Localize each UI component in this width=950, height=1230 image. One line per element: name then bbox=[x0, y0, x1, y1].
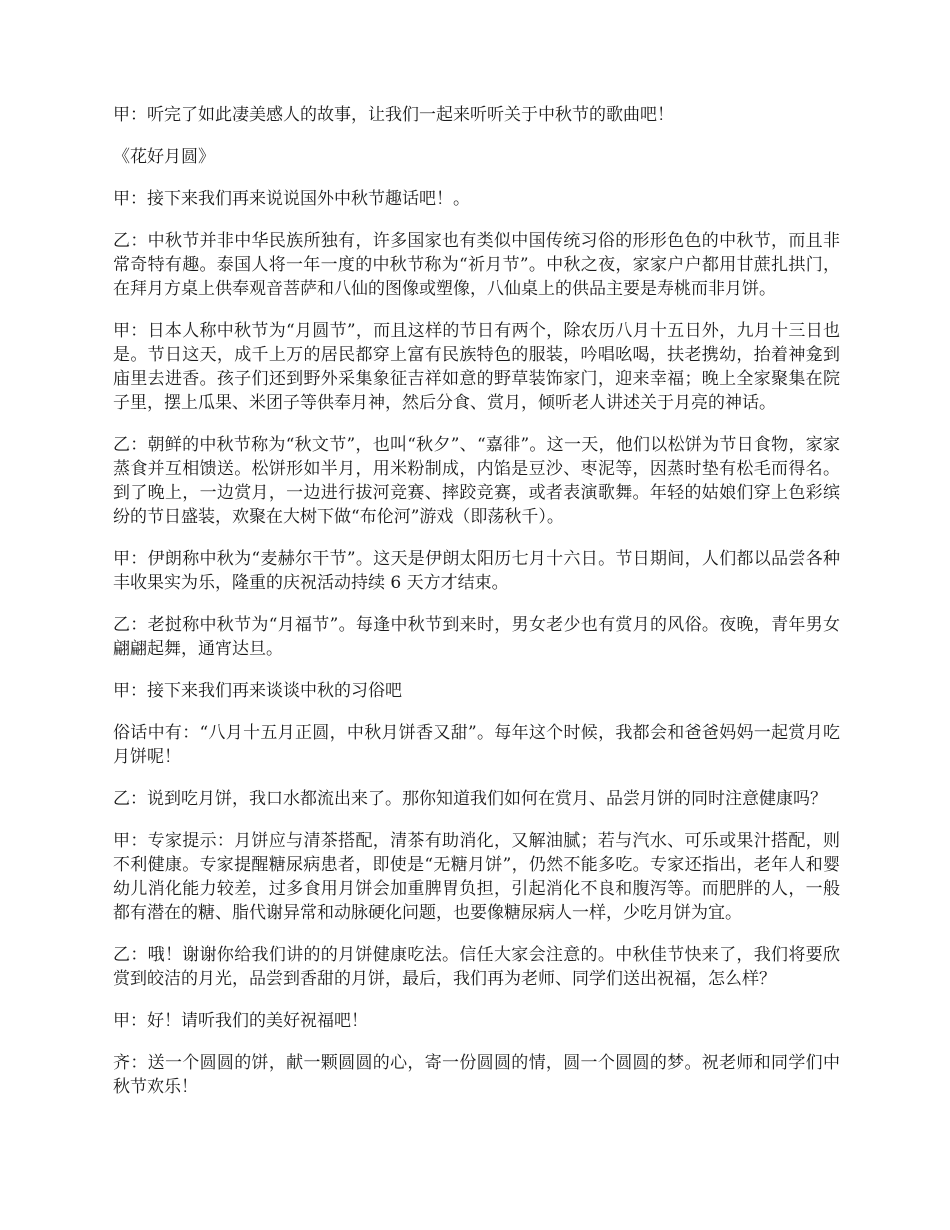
paragraph: 俗话中有：“八月十五月正圆，中秋月饼香又甜”。每年这个时候，我都会和爸爸妈妈一起赏月吃月饼呢！ bbox=[113, 723, 840, 767]
paragraph: 乙：哦！谢谢你给我们讲的的月饼健康吃法。信任大家会注意的。中秋佳节快来了，我们将要欣赏到皎洁的月光，品尝到香甜的月饼，最后，我们再为老师、同学们送出祝福，怎么样？ bbox=[113, 945, 840, 989]
paragraph: 甲：接下来我们再来说说国外中秋节趣话吧！。 bbox=[113, 189, 470, 209]
paragraph: 乙：朝鲜的中秋节称为“秋文节”，也叫“秋夕”、“嘉徘”。这一天，他们以松饼为节日食物，家家蒸食并互相馈送。松饼形如半月，用米粉制成，内馅是豆沙、枣泥等，因蒸时垫有松毛而得名。到了晚上，一边赏月，一边进行拔河竞赛、摔跤竞赛，或者表演歌舞。年轻的姑娘们穿上色彩缤纷的节日盛装，欢聚在大树下做“布伦河”游戏（即荡秋千）。 bbox=[113, 435, 840, 527]
paragraph: 乙：说到吃月饼，我口水都流出来了。那你知道我们如何在赏月、品尝月饼的同时注意健康吗？ bbox=[113, 789, 827, 809]
paragraph: 乙：中秋节并非中华民族所独有，许多国家也有类似中国传统习俗的形形色色的中秋节，而且非常奇特有趣。泰国人将一年一度的中秋节称为“祈月节”。中秋之夜，家家户户都用甘蔗扎拱门，在拜月方桌上供奉观音菩萨和八仙的图像或塑像，八仙桌上的供品主要是寿桃而非月饼。 bbox=[113, 231, 840, 299]
paragraph: 乙：老挝称中秋节为“月福节”。每逢中秋节到来时，男女老少也有赏月的风俗。夜晚，青年男女翩翩起舞，通宵达旦。 bbox=[113, 615, 840, 659]
paragraph: 甲：伊朗称中秋为“麦赫尔干节”。这天是伊朗太阳历七月十六日。节日期间，人们都以品尝各种丰收果实为乐，隆重的庆祝活动持续 6 天方才结束。 bbox=[113, 549, 840, 593]
paragraph: 齐：送一个圆圆的饼，献一颗圆圆的心，寄一份圆圆的情，圆一个圆圆的梦。祝老师和同学们中秋节欢乐！ bbox=[113, 1053, 840, 1097]
paragraph: 甲：接下来我们再来谈谈中秋的习俗吧 bbox=[113, 681, 402, 701]
document-body bbox=[113, 103, 840, 1117]
paragraph: 甲：日本人称中秋节为“月圆节”，而且这样的节日有两个，除农历八月十五日外，九月十三日也是。节日这天，成千上万的居民都穿上富有民族特色的服装，吟唱吆喝，扶老携幼，抬着神龛到庙里去进香。孩子们还到野外采集象征吉祥如意的野草装饰家门，迎来幸福；晚上全家聚集在院子里，摆上瓜果、米团子等供奉月神，然后分食、赏月，倾听老人讲述关于月亮的神话。 bbox=[113, 321, 840, 413]
paragraph: 甲：好！请听我们的美好祝福吧！ bbox=[113, 1011, 368, 1031]
paragraph: 甲：专家提示：月饼应与清茶搭配，清茶有助消化，又解油腻；若与汽水、可乐或果汁搭配，则不利健康。专家提醒糖尿病患者，即使是“无糖月饼”，仍然不能多吃。专家还指出，老年人和婴幼儿消化能力较差，过多食用月饼会加重脾胃负担，引起消化不良和腹泻等。而肥胖的人，一般都有潜在的糖、脂代谢异常和动脉硬化问题，也要像糖尿病人一样，少吃月饼为宜。 bbox=[113, 831, 840, 923]
paragraph: 《花好月圆》 bbox=[113, 147, 215, 167]
paragraph: 甲：听完了如此凄美感人的故事，让我们一起来听听关于中秋节的歌曲吧！ bbox=[113, 105, 674, 125]
